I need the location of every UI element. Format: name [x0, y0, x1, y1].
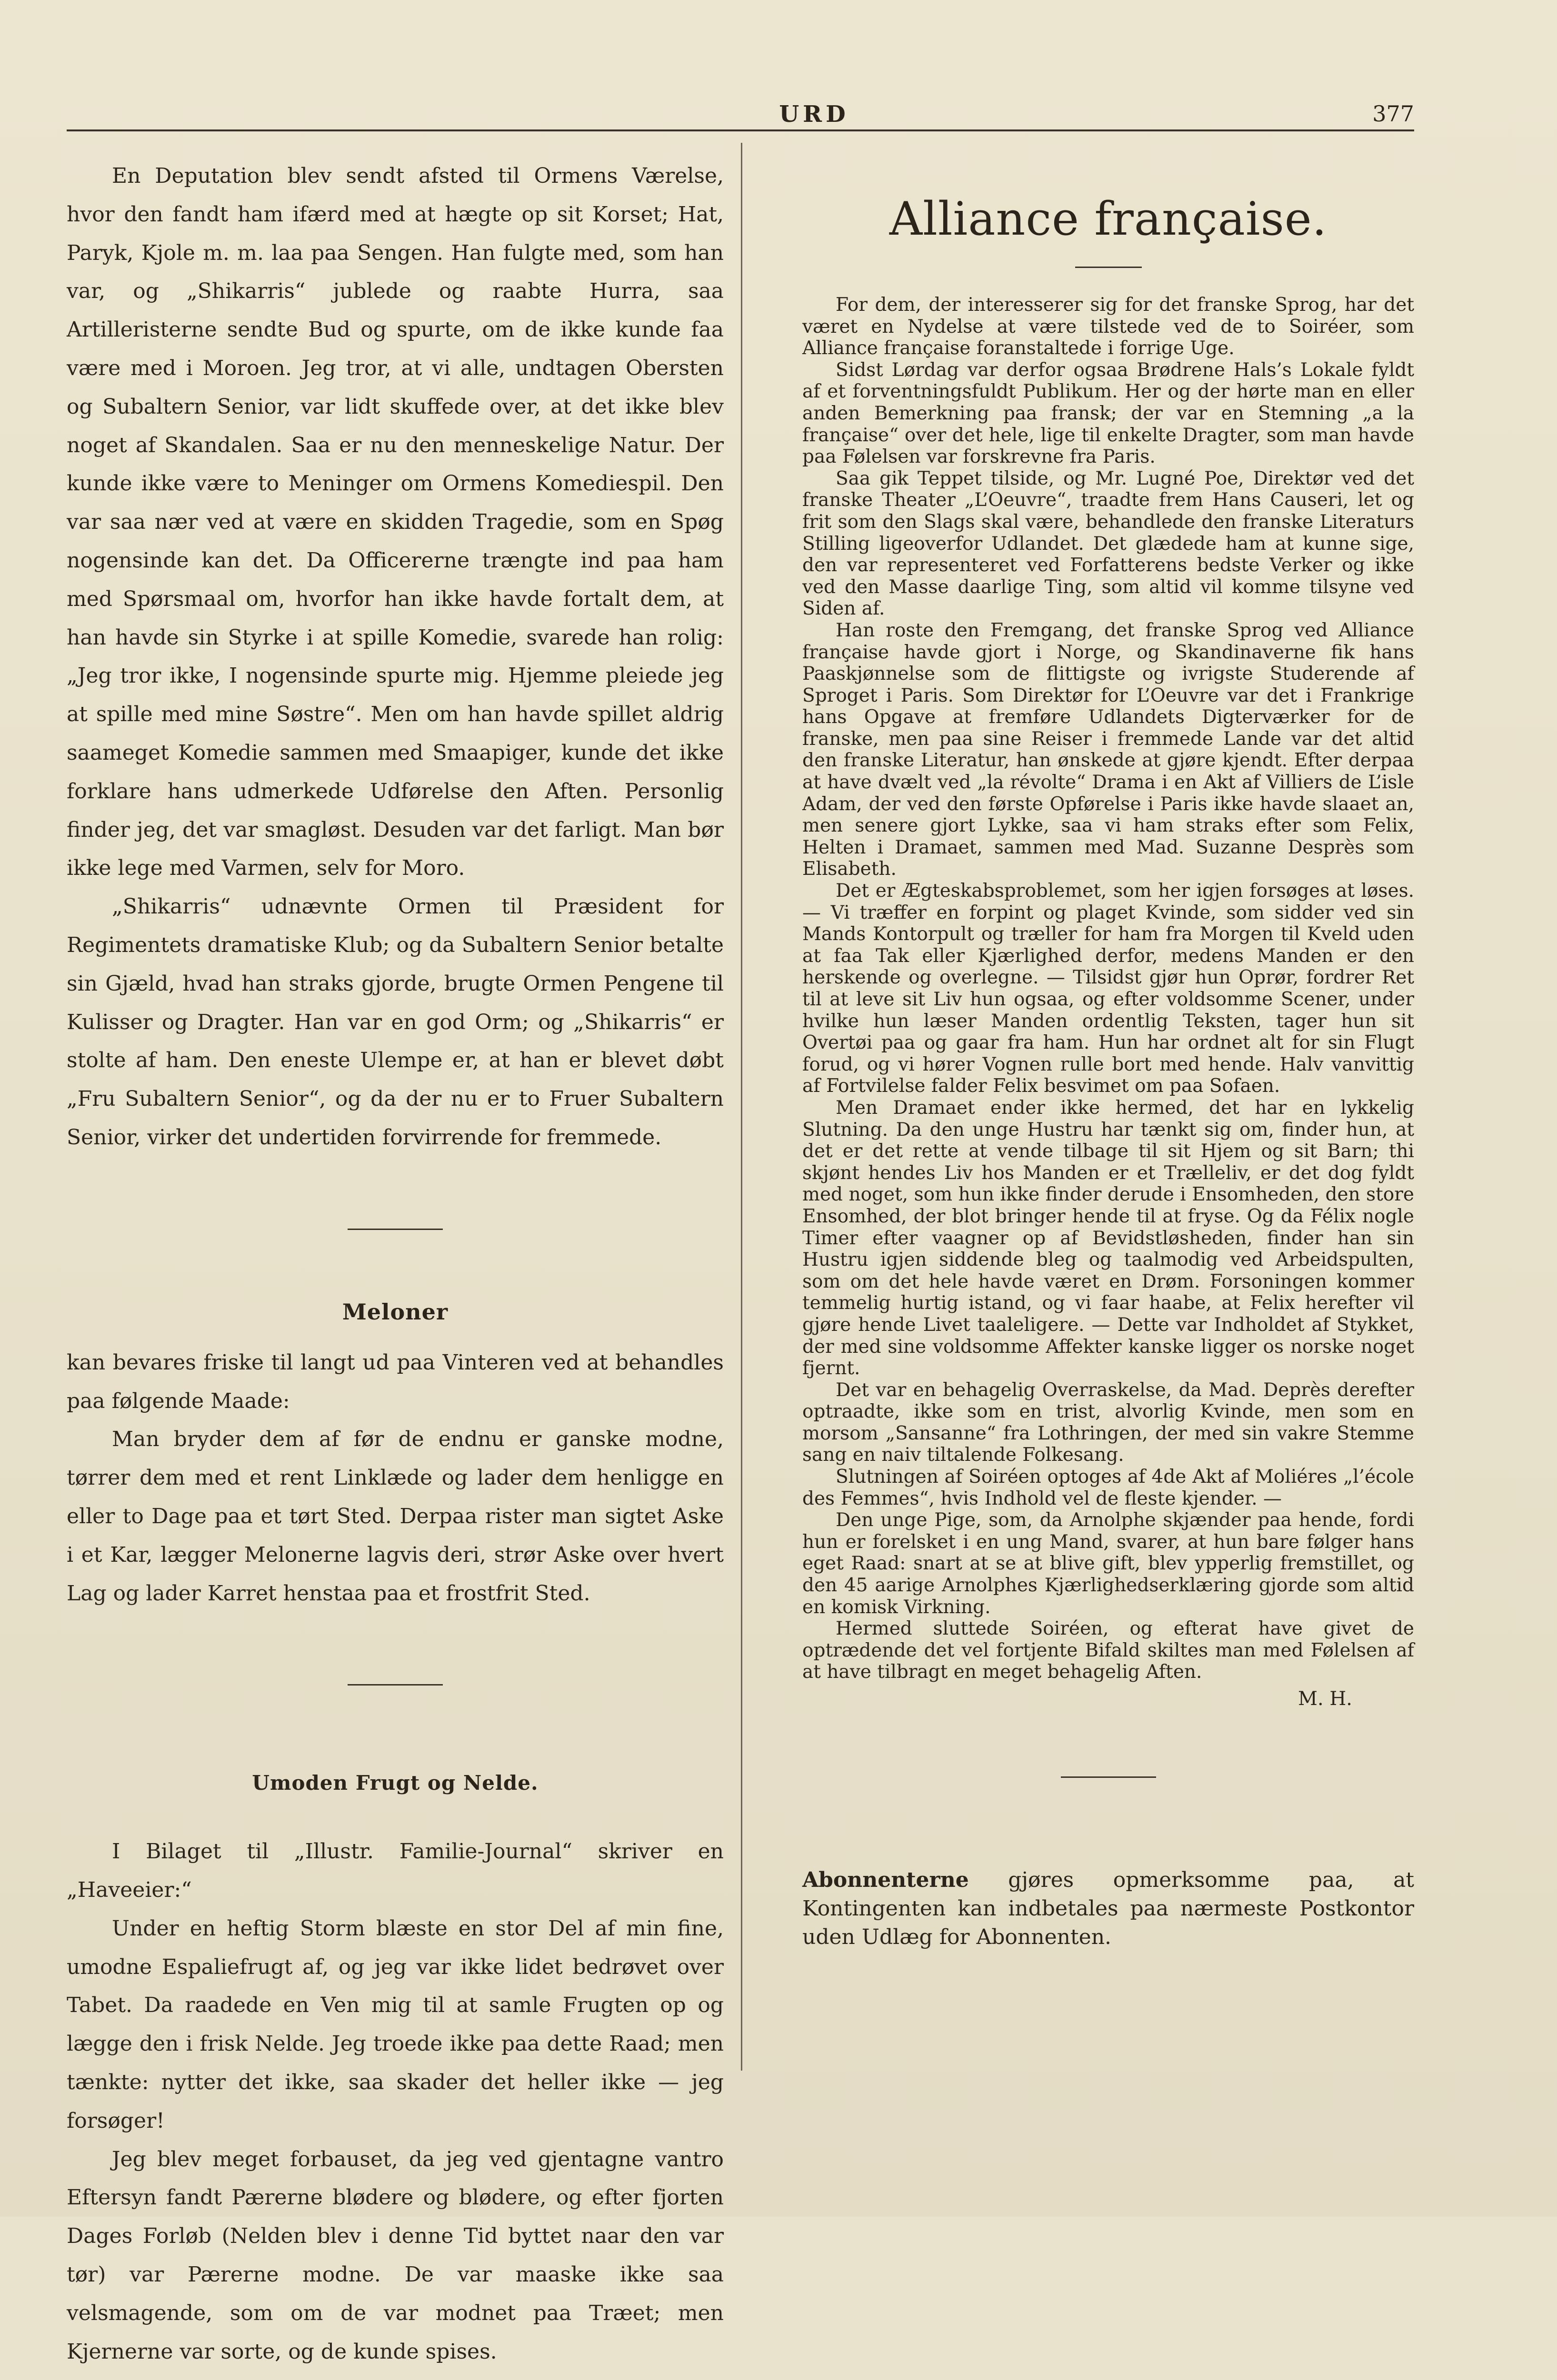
frugt-paragraph: Jeg blev meget forbauset, da jeg ved gjentagne vantro Eftersyn fandt Pærerne blødere og blødere, og efter fjorten Dages Forløb (Nelden blev i denne Tid byttet naar den var tør) var Pærerne modne. De var maaske ikke saa velsmagende, som om de var modnet paa Træet; men Kjernerne var sorte, og de kunde spises.	[67, 2147, 724, 2364]
story-paragraph: „Shikarris“ udnævnte Ormen til Præsident for Regimentets dramatiske Klub; og da Subaltern Senior betalte sin Gjæld, hvad han straks gjorde, brugte Ormen Pengene til Kulisser og Dragter. Han var en god Orm; og „Shikarris“ er stolte af ham. Den eneste Ulempe er, at han er blevet døbt „Fru Subaltern Senior“, og da der nu er to Fruer Subaltern Senior, virker det undertiden forvirrende for fremmede.	[67, 894, 724, 1150]
frugt-paragraph: Under en heftig Storm blæste en stor Del af min fine, umodne Espaliefrugt af, og jeg var ikke lidet bedrøvet over Tabet. Da raadede en Ven mig til at samle Frugten op og lægge den i frisk Nelde. Jeg troede ikke paa dette Raad; men tænkte: nytter det ikke, saa skader det heller ikke — jeg forsøger!	[67, 1916, 724, 2133]
masthead: URD	[779, 101, 849, 128]
section-title-meloner: Meloner	[342, 1299, 449, 1325]
right-column	[802, 157, 1414, 1952]
article-paragraph: Hermed sluttede Soiréen, og efterat have givet de optrædende det vel fortjente Bifald skiltes man med Følelsen af at have tilbragt en meget behagelig Aften.	[802, 1618, 1414, 1683]
article-signature: M. H.	[1298, 1688, 1352, 1710]
article-paragraph: Saa gik Teppet tilside, og Mr. Lugné Poe, Direktør ved det franske Theater „L’Oeuvre“, traadte frem Hans Causeri, let og frit som den Slags skal være, behandlede den franske Literaturs Stilling ligeoverfor Udlandet. Det glædede ham at kunne sige, den var representeret ved Forfatterens bedste Verker og ikke ved den Masse daarlige Ting, som altid vil komme tilsyne ved Siden af.	[802, 467, 1414, 620]
subscriber-notice	[802, 1866, 1414, 1952]
article-paragraph: Det er Ægteskabsproblemet, som her igjen forsøges at løses. — Vi træffer en forpint og plaget Kvinde, som sidder ved sin Mands Kontorpult og træller for ham fra Morgen til Kveld uden at faa Tak eller Kjærlighed derfor, medens Manden er den herskende og overlegne. — Tilsidst gjør hun Oprør, fordrer Ret til at leve sit Liv hun ogsaa, og efter voldsomme Scener, under hvilke hun læser Manden ordentlig Teksten, tager hun sit Overtøi paa og gaar fra ham. Hun har ordnet alt for sin Flugt forud, og vi hører Vognen rulle bort med hende. Halv vanvittig af Fortvilelse falder Felix besvimet om paa Sofaen.	[802, 880, 1414, 1097]
notice-text: gjøres opmerksomme paa, at Kontingenten kan indbetales paa nærmeste Postkontor uden Udlæg for Abonnenten.	[802, 1868, 1414, 1949]
section-rule	[1061, 1776, 1156, 1778]
column-divider	[741, 143, 742, 2071]
article-paragraph: Den unge Pige, som, da Arnolphe skjænder paa hende, fordi hun er forelsket i en ung Mand, svarer, at hun bare følger hans eget Raad: snart at se at blive gift, blev ypperlig fremstillet, og den 45 aarige Arnolphes Kjærlighedserklæring gjorde som altid en komisk Virkning.	[802, 1509, 1414, 1618]
running-header	[67, 101, 1414, 129]
article-paragraph: For dem, der interesserer sig for det franske Sprog, har det været en Nydelse at være tilstede ved de to Soiréer, som Alliance française foranstaltede i forrige Uge.	[802, 294, 1414, 359]
title-rule	[1075, 267, 1142, 268]
article-paragraph: Slutningen af Soiréen optoges af 4de Akt af Moliéres „l’école des Femmes“, hvis Indhold vel de fleste kjender. —	[802, 1466, 1414, 1509]
meloner-paragraph: Man bryder dem af før de endnu er ganske modne, tørrer dem med et rent Linklæde og lader dem henligge en eller to Dage paa et tørt Sted. Derpaa rister man sigtet Aske i et Kar, lægger Melonerne lagvis deri, strør Aske over hvert Lag og lader Karret henstaa paa et frostfrit Sted.	[67, 1427, 724, 1606]
section-rule	[348, 1684, 443, 1686]
story-paragraph: En Deputation blev sendt afsted til Ormens Værelse, hvor den fandt ham ifærd med at hægte op sit Korset; Hat, Paryk, Kjole m. m. laa paa Sengen. Han fulgte med, som han var, og „Shikarris“ jublede og raabte Hurra, saa Artilleristerne sendte Bud og spurte, om de ikke kunde faa være med i Moroen. Jeg tror, at vi alle, undtagen Obersten og Subaltern Senior, var lidt skuffede over, at det ikke blev noget af Skandalen. Saa er nu den menneskelige Natur. Der kunde ikke være to Meninger om Ormens Komediespil. Den var saa nær ved at være en skidden Tragedie, som en Spøg nogensinde kan det. Da Officererne trængte ind paa ham med Spørsmaal om, hvorfor han ikke havde fortalt dem, at han havde sin Styrke i at spille Komedie, svarede han rolig: „Jeg tror ikke, I nogensinde spurte mig. Hjemme pleiede jeg at spille med mine Søstre“. Men om han havde spillet aldrig saameget Komedie sammen med Smaapiger, kunde det ikke forklare hans udmerkede Udførelse den Aften. Personlig finder jeg, det var smagløst. Desuden var det farligt. Man bør ikke lege med Varmen, selv for Moro.	[67, 164, 724, 881]
left-column	[67, 157, 724, 2380]
notice-lead: Abonnenterne	[802, 1868, 969, 1892]
article-paragraph: Men Dramaet ender ikke hermed, det har en lykkelig Slutning. Da den unge Hustru har tænkt sig om, finder hun, at det er det rette at vende tilbage til sit Hjem og sit Barn; thi skjønt hendes Liv hos Manden er et Trælleliv, er det dog fyldt med noget, som hun ikke finder derude i Ensomheden, den store Ensomhed, der blot bringer hende til at fryse. Og da Félix nogle Timer efter vaagner op af Bevidstløsheden, finder han sin Hustru igjen siddende bleg og taalmodig ved Arbeidspulten, som om det hele havde været en Drøm. Forsoningen kommer temmelig hurtig istand, og vi faar haabe, at Felix herefter vil gjøre hende Livet taaleligere. — Dette var Indholdet af Stykket, der med sine voldsomme Affekter kanske ligger os norske noget fjernt.	[802, 1097, 1414, 1379]
article-paragraph: Det var en behagelig Overraskelse, da Mad. Deprès derefter optraadte, ikke som en trist, alvorlig Kvinde, men som en morsom „Sansanne“ fra Lothringen, der med sin vakre Stemme sang en naiv tiltalende Folkesang.	[802, 1379, 1414, 1466]
header-rule	[67, 129, 1414, 131]
page-number: 377	[1372, 101, 1414, 127]
meloner-paragraph: kan bevares friske til langt ud paa Vinteren ved at behandles paa følgende Maade:	[67, 1350, 724, 1413]
frugt-paragraph: I Bilaget til „Illustr. Familie-Journal“ skriver en „Haveeier:“	[67, 1839, 724, 1903]
article-paragraph: Han roste den Fremgang, det franske Sprog ved Alliance française havde gjort i Norge, og Skandinaverne fik hans Paaskjønnelse som de flittigste og ivrigste Studerende af Sproget i Paris. Som Direktør for L’Oeuvre var det i Frankrige hans Opgave at fremføre Udlandets Digterværker for de franske, men paa sine Reiser i fremmede Lande var det altid den franske Literatur, han ønskede at gjøre kjendt. Efter derpaa at have dvælt ved „la révolte“ Drama i en Akt af Villiers de L’isle Adam, der ved den første Opførelse i Paris ikke havde slaaet an, men senere gjort Lykke, saa vi ham straks efter som Felix, Helten i Dramaet, sammen med Mad. Suzanne Desprès som Elisabeth.	[802, 619, 1414, 880]
section-title-frugt: Umoden Frugt og Nelde.	[252, 1771, 539, 1795]
article-paragraph: Sidst Lørdag var derfor ogsaa Brødrene Hals’s Lokale fyldt af et forventningsfuldt Publikum. Her og der hørte man en eller anden Bemerkning paa fransk; der var en Stemning „a la française“ over det hele, lige til enkelte Dragter, som man havde paa Følelsen var forskrevne fra Paris.	[802, 359, 1414, 468]
article-title: Alliance française.	[889, 192, 1327, 246]
section-rule	[348, 1229, 443, 1230]
